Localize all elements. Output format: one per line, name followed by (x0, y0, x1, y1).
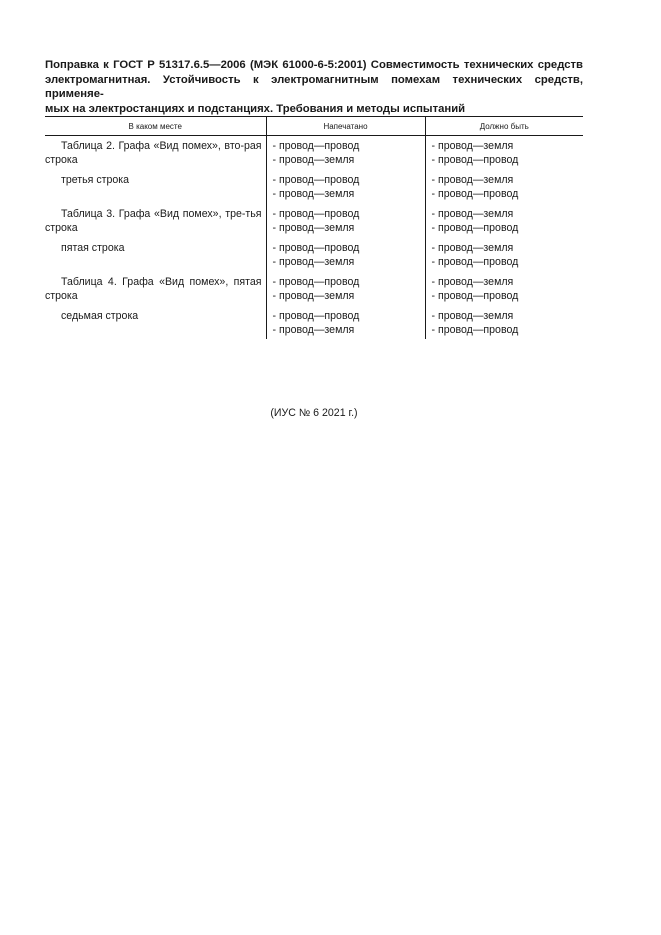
corrections-table (45, 116, 583, 339)
place-cell (45, 241, 266, 275)
place-text: Таблица 4. Графа «Вид помех», пятая строка (45, 276, 262, 302)
publication-reference: (ИУС № 6 2021 г.) (270, 407, 358, 419)
place-text: Таблица 3. Графа «Вид помех», тре-тья строка (45, 208, 262, 234)
should-be-line: - провод—провод (431, 188, 519, 200)
heading-line-2: электромагнитная. Устойчивость к электромагнитным помехам технических средств, применяе- (45, 73, 583, 100)
printed-cell (266, 207, 425, 241)
printed-line: - провод—земля (272, 324, 355, 336)
place-cell (45, 207, 266, 241)
place-text: седьмая строка (61, 310, 139, 322)
place-text: Таблица 2. Графа «Вид помех», вто-рая строка (45, 140, 262, 166)
should-be-line: - провод—провод (431, 324, 519, 336)
printed-cell (266, 136, 425, 174)
place-text: пятая строка (61, 242, 125, 254)
should-be-line: - провод—провод (431, 290, 519, 302)
table-row (45, 173, 583, 207)
printed-line: - провод—земля (272, 290, 355, 302)
printed-cell (266, 241, 425, 275)
place-cell (45, 136, 266, 174)
should-be-line: - провод—земля (431, 242, 514, 254)
printed-line: - провод—земля (272, 188, 355, 200)
should-be-cell (425, 173, 583, 207)
table-row (45, 136, 583, 174)
should-be-line: - провод—провод (431, 222, 519, 234)
printed-line: - провод—провод (272, 208, 360, 220)
should-be-cell (425, 207, 583, 241)
heading-line-1: Поправка к ГОСТ Р 51317.6.5—2006 (МЭК 61000-6-5:2001) Совместимость технических средств (45, 59, 583, 71)
printed-cell (266, 309, 425, 339)
printed-line: - провод—провод (272, 174, 360, 186)
printed-line: - провод—земля (272, 222, 355, 234)
header-place: В каком месте (45, 117, 266, 136)
place-text: третья строка (61, 174, 130, 186)
should-be-line: - провод—земля (431, 140, 514, 152)
printed-line: - провод—провод (272, 140, 360, 152)
table-row (45, 275, 583, 309)
should-be-line: - провод—провод (431, 154, 519, 166)
place-cell (45, 173, 266, 207)
table-row (45, 241, 583, 275)
should-be-cell (425, 309, 583, 339)
printed-line: - провод—земля (272, 256, 355, 268)
should-be-line: - провод—земля (431, 174, 514, 186)
printed-line: - провод—земля (272, 154, 355, 166)
table-row (45, 309, 583, 339)
table-header-row (45, 117, 583, 136)
should-be-line: - провод—провод (431, 256, 519, 268)
heading-line-3: мых на электростанциях и подстанциях. Требования и методы испытаний (45, 102, 466, 115)
printed-line: - провод—провод (272, 276, 360, 288)
printed-cell (266, 173, 425, 207)
printed-line: - провод—провод (272, 242, 360, 254)
should-be-line: - провод—земля (431, 276, 514, 288)
place-cell (45, 309, 266, 339)
should-be-line: - провод—земля (431, 310, 514, 322)
printed-cell (266, 275, 425, 309)
document-heading (45, 58, 583, 116)
place-cell (45, 275, 266, 309)
header-should-be: Должно быть (425, 117, 583, 136)
header-printed: Напечатано (266, 117, 425, 136)
should-be-cell (425, 275, 583, 309)
should-be-cell (425, 136, 583, 174)
should-be-line: - провод—земля (431, 208, 514, 220)
printed-line: - провод—провод (272, 310, 360, 322)
should-be-cell (425, 241, 583, 275)
table-row (45, 207, 583, 241)
document-page (45, 58, 583, 419)
